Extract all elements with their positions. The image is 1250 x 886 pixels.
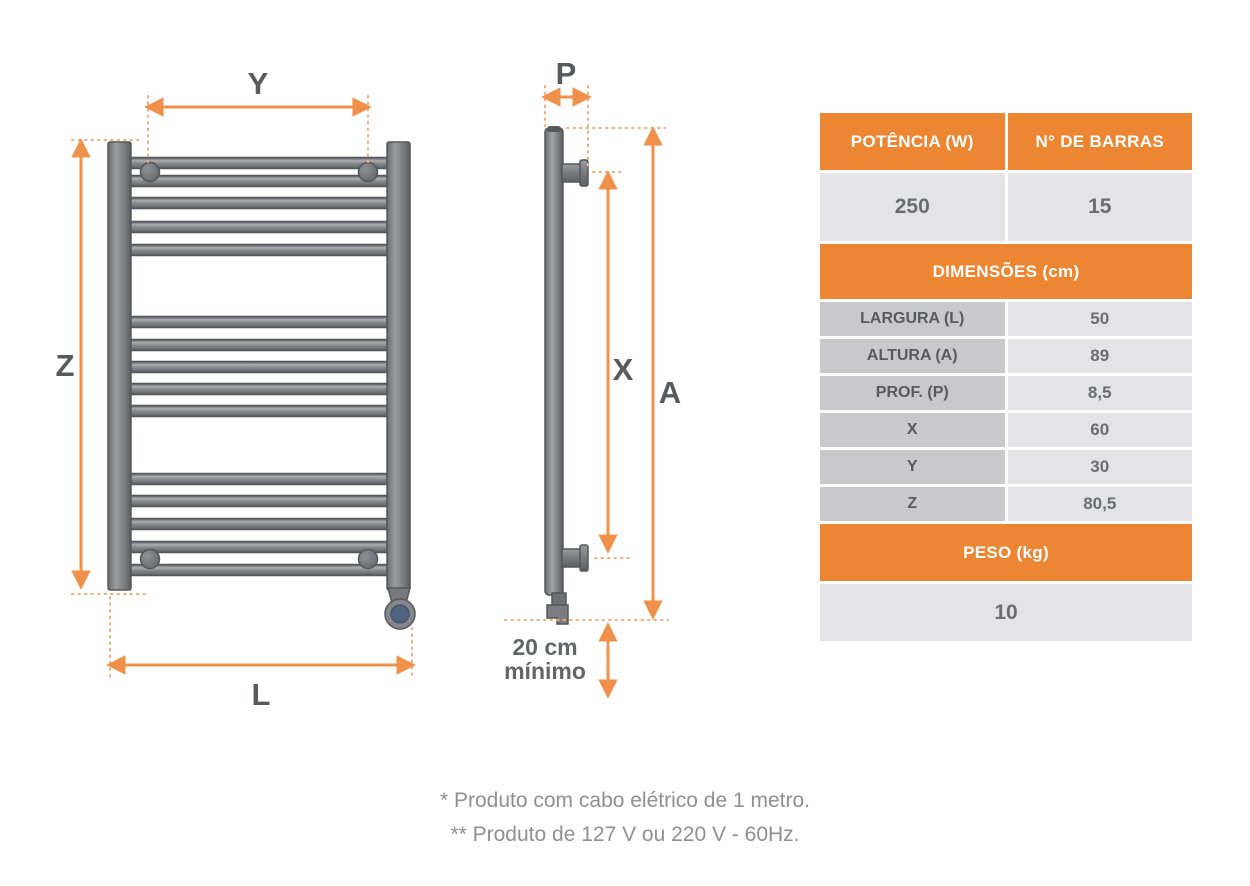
rail-bars — [126, 158, 394, 576]
right-rail — [387, 142, 410, 590]
clearance-annotation — [504, 620, 668, 695]
side-wall-mounts — [562, 160, 588, 571]
dimension-row-value: 60 — [1008, 413, 1193, 447]
dimension-row-label: X — [820, 413, 1005, 447]
weight-value-cell: 10 — [820, 584, 1192, 641]
dimension-y-annotation — [148, 66, 368, 162]
dimension-z-label: Z — [55, 348, 75, 383]
dimension-row-label: Y — [820, 450, 1005, 484]
weight-header-cell: PESO (kg) — [820, 524, 1192, 581]
dimension-x-annotation — [593, 172, 634, 558]
power-value-cell: 250 — [820, 173, 1005, 241]
power-header-cell: POTÊNCIA (W) — [820, 113, 1005, 170]
dimension-row-label: Z — [820, 487, 1005, 521]
clearance-label-line1: 20 cm — [512, 634, 578, 660]
left-rail — [108, 142, 131, 590]
dimension-row-label: ALTURA (A) — [820, 339, 1005, 373]
side-rail — [545, 126, 563, 595]
heating-element — [385, 588, 415, 629]
dimension-row-label: LARGURA (L) — [820, 302, 1005, 336]
footnote-voltage: ** Produto de 127 V ou 220 V - 60Hz. — [450, 823, 800, 846]
dimension-row-label: PROF. (P) — [820, 376, 1005, 410]
towel-rail-front-view — [40, 50, 440, 710]
bars-value-cell: 15 — [1008, 173, 1193, 241]
bars-header-cell: N° DE BARRAS — [1008, 113, 1193, 170]
dimension-y-label: Y — [247, 66, 269, 101]
clearance-label-line2: mínimo — [504, 658, 586, 684]
footnote-cable: * Produto com cabo elétrico de 1 metro. — [439, 789, 811, 812]
spec-table — [820, 113, 1192, 641]
dimension-l-annotation — [110, 597, 412, 710]
dimension-row-value: 89 — [1008, 339, 1193, 373]
dimensions-header-cell: DIMENSÕES (cm) — [820, 244, 1192, 299]
towel-rail-side-view — [490, 50, 720, 710]
dimension-x-label: X — [612, 352, 634, 387]
footnotes — [0, 784, 1250, 852]
dimension-row-value: 50 — [1008, 302, 1193, 336]
dimension-row-value: 8,5 — [1008, 376, 1193, 410]
dimension-row-value: 30 — [1008, 450, 1193, 484]
dimension-row-value: 80,5 — [1008, 487, 1193, 521]
dimension-l-label: L — [251, 677, 271, 710]
dimension-p-label: P — [555, 56, 577, 91]
dimension-a-label: A — [658, 375, 682, 410]
